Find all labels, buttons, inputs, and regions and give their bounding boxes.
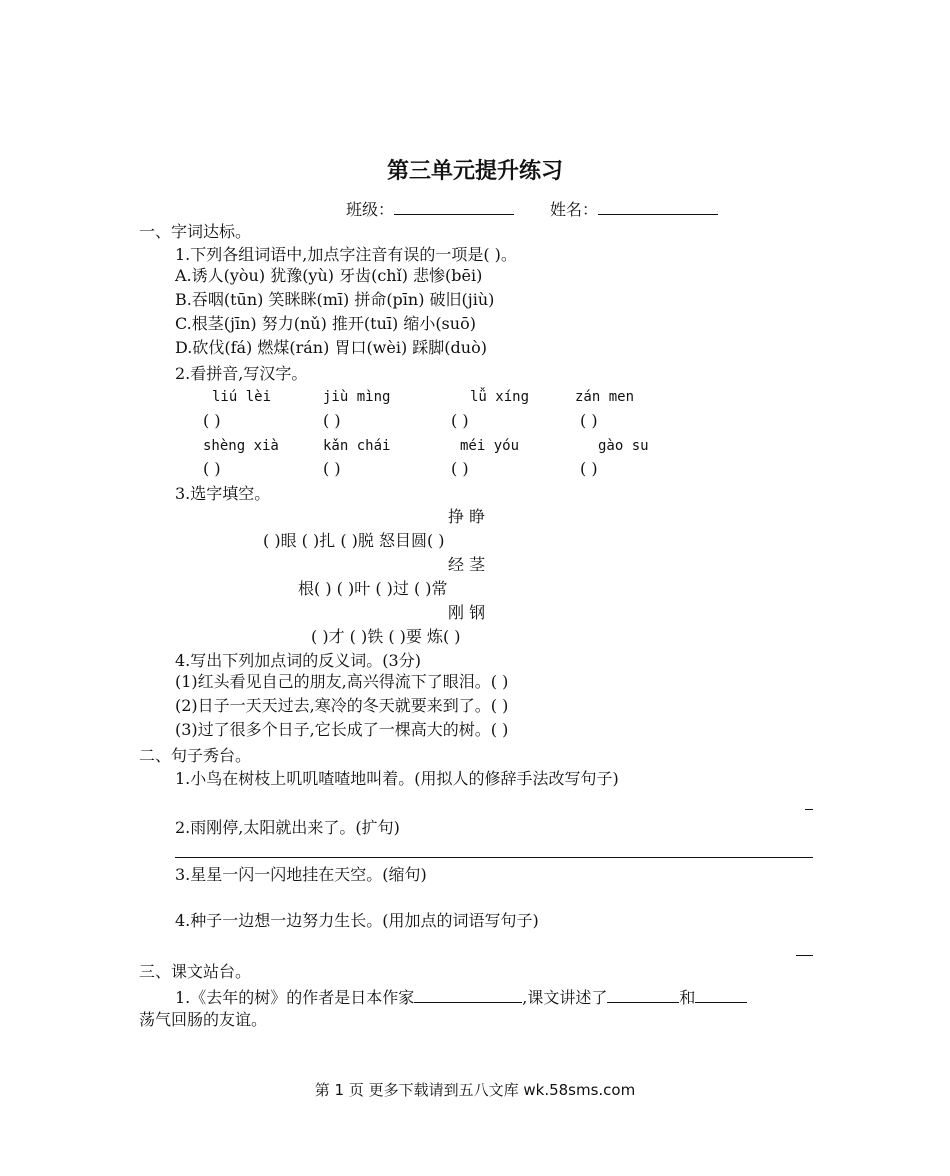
answer-box-8[interactable]: ( ) (580, 459, 598, 478)
q3-fill-row-2[interactable]: 根( ) ( )叶 ( )过 ( )常 (298, 579, 448, 598)
q3-fill-row-3[interactable]: ( )才 ( )铁 ( )要 炼( ) (311, 627, 461, 646)
q3-char-pair-1: 挣 睁 (448, 507, 486, 526)
q4-item-2: (2)日子一天天过去,寒冷的冬天就要来到了。( ) (175, 696, 509, 715)
section-2-heading: 二、句子秀台。 (139, 746, 252, 765)
answer-box-4[interactable]: ( ) (580, 411, 598, 430)
q3-char-pair-2: 经 茎 (448, 555, 486, 574)
pinyin-3: lǚ xíng (470, 389, 530, 405)
story-blank-2[interactable] (695, 986, 747, 1003)
class-field (346, 198, 514, 220)
section-1-heading: 一、字词达标。 (139, 222, 252, 241)
q1-option-a: A.诱人(yòu) 犹豫(yù) 牙齿(chǐ) 悲惨(bēi) (175, 266, 483, 285)
q3-char-pair-3: 刚 钢 (448, 603, 486, 622)
pinyin-6: kǎn chái (323, 438, 391, 454)
q4-question: 4.写出下列加点词的反义词。(3分) (175, 651, 421, 670)
section-3-heading: 三、课文站台。 (139, 962, 252, 981)
name-field (550, 198, 718, 220)
answer-box-5[interactable]: ( ) (203, 459, 221, 478)
s3-q1-part3: 和 (679, 988, 696, 1007)
s3-q1-part2: ,课文讲述了 (522, 988, 608, 1007)
pinyin-8: gào su (598, 438, 649, 454)
answer-line-3[interactable] (796, 955, 813, 956)
name-blank[interactable] (598, 198, 718, 215)
q2-question: 2.看拼音,写汉字。 (175, 364, 308, 383)
q1-question: 1.下列各组词语中,加点字注音有误的一项是( )。 (175, 245, 517, 264)
class-label: 班级： (346, 200, 395, 219)
s3-q1-continuation: 荡气回肠的友谊。 (139, 1010, 268, 1029)
answer-line-1[interactable] (805, 809, 813, 810)
answer-box-3[interactable]: ( ) (451, 411, 469, 430)
s2-item-2: 2.雨刚停,太阳就出来了。(扩句) (175, 818, 400, 837)
page-footer: 第 1 页 更多下载请到五八文库 wk.58sms.com (314, 1081, 636, 1099)
pinyin-2: jiù mìng (323, 389, 391, 405)
s2-item-1: 1.小鸟在树枝上叽叽喳喳地叫着。(用拟人的修辞手法改写句子) (175, 769, 619, 788)
answer-box-6[interactable]: ( ) (323, 459, 341, 478)
s3-q1-part1: 1.《去年的树》的作者是日本作家 (175, 988, 415, 1007)
class-blank[interactable] (394, 198, 514, 215)
pinyin-7: méi yóu (460, 438, 520, 454)
q3-question: 3.选字填空。 (175, 484, 271, 503)
pinyin-5: shèng xià (203, 438, 279, 454)
answer-box-7[interactable]: ( ) (451, 459, 469, 478)
answer-line-2[interactable] (175, 857, 813, 858)
story-blank-1[interactable] (607, 986, 679, 1003)
answer-box-2[interactable]: ( ) (323, 411, 341, 430)
author-blank[interactable] (414, 986, 522, 1003)
s2-item-3: 3.星星一闪一闪地挂在天空。(缩句) (175, 865, 427, 884)
q1-option-b: B.吞咽(tūn) 笑眯眯(mī) 拼命(pīn) 破旧(jiù) (175, 290, 495, 309)
q4-item-3: (3)过了很多个日子,它长成了一棵高大的树。( ) (175, 720, 509, 739)
name-label: 姓名： (550, 200, 599, 219)
q3-fill-row-1[interactable]: ( )眼 ( )扎 ( )脱 怒目圆( ) (263, 531, 445, 550)
q4-item-1: (1)红头看见自己的朋友,高兴得流下了眼泪。( ) (175, 672, 509, 691)
q1-option-c: C.根茎(jīn) 努力(nǔ) 推开(tuī) 缩小(suō) (175, 314, 476, 333)
pinyin-1: liú lèi (212, 389, 272, 405)
answer-box-1[interactable]: ( ) (203, 411, 221, 430)
pinyin-4: zán men (575, 389, 635, 405)
q1-option-d: D.砍伐(fá) 燃煤(rán) 胃口(wèi) 踩脚(duò) (175, 338, 487, 357)
page-title: 第三单元提升练习 (386, 158, 563, 184)
s3-q1 (175, 986, 747, 1008)
s2-item-4: 4.种子一边想一边努力生长。(用加点的词语写句子) (175, 911, 539, 930)
